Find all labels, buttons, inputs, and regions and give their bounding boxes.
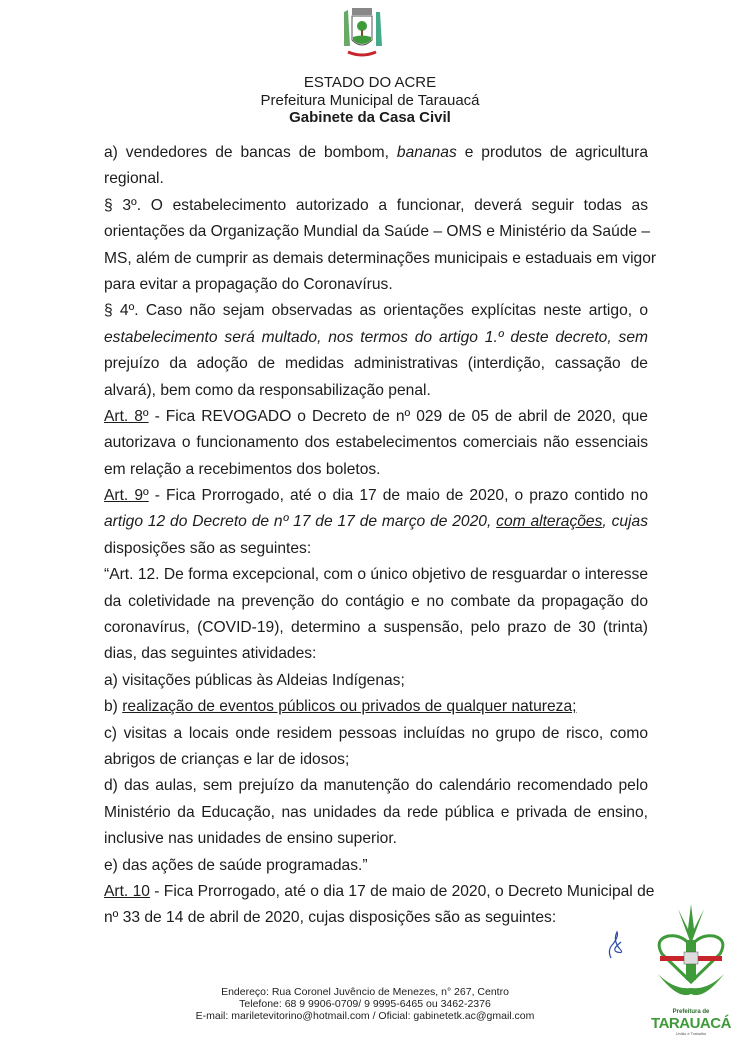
text-segment: Ministério da Educação, nas unidades da rede pública e privada de ensino,	[104, 803, 648, 821]
text-segment: c) visitas a locais onde residem pessoas incluídas no grupo de risco, como	[104, 724, 648, 742]
header-office: Gabinete da Casa Civil	[289, 109, 451, 126]
text-segment: estabelecimento será multado, nos termos do artigo 1.º deste decreto, sem	[104, 328, 648, 346]
footer-email: E-mail: mariletevitorino@hotmail.com / Oficial: gabinetetk.ac@gmail.com	[195, 1010, 535, 1022]
tarauaca-logo	[648, 904, 734, 1036]
text-segment: e produtos de agricultura	[456, 144, 648, 161]
text-segment: realização de eventos públicos ou privados de qualquer natureza;	[122, 698, 577, 716]
text-segment: da coletividade na prevenção do contágio e no combate da propagação do	[104, 592, 648, 610]
text-line	[104, 775, 648, 801]
text-segment: alvará), bem como da responsabilização penal.	[104, 381, 431, 399]
text-segment: MS, além de cumprir as demais determinações municipais e estaduais em vigor	[104, 249, 657, 267]
text-segment: - Fica Prorrogado, até o dia 17 de maio de 2020, o Decreto Municipal de	[149, 882, 655, 900]
text-segment: coronavírus, (COVID-19), determino a suspensão, pelo prazo de 30 (trinta)	[104, 619, 648, 637]
logo-prefeitura: Prefeitura de	[672, 1009, 710, 1015]
text-line	[104, 380, 648, 406]
text-segment: e) das ações de saúde programadas.”	[104, 856, 368, 874]
heart-pineapple-icon	[648, 904, 734, 1004]
text-segment: disposições são as seguintes:	[104, 539, 312, 557]
text-line	[104, 723, 648, 749]
text-line	[104, 617, 648, 643]
text-line	[104, 485, 648, 511]
text-segment: § 4º. Caso não sejam observadas as orientações explícitas neste artigo, o	[104, 302, 648, 320]
text-line	[104, 564, 648, 590]
text-segment: Art. 9º	[104, 487, 149, 505]
text-segment: “Art. 12. De forma excepcional, com o único objetivo de resguardar o interesse	[104, 566, 648, 584]
text-segment: b)	[104, 698, 123, 716]
text-line	[104, 459, 648, 485]
text-line	[104, 855, 648, 881]
text-line	[104, 643, 648, 669]
text-segment: orientações da Organização Mundial da Saúde – OMS e Ministério da Saúde –	[104, 223, 651, 241]
text-segment: prejuízo da adoção de medidas administrativas (interdição, cassação de	[104, 355, 648, 373]
handwritten-initials	[605, 930, 631, 960]
text-line	[104, 168, 648, 194]
text-segment: nº 33 de 14 de abril de 2020, cujas disposições são as seguintes:	[104, 909, 557, 927]
text-segment: , cujas	[602, 513, 648, 531]
municipal-coat-of-arms	[330, 4, 394, 66]
text-segment: d) das aulas, sem prejuízo da manutenção do calendário recomendado pelo	[104, 777, 648, 795]
text-line	[104, 327, 648, 353]
text-segment: a) vendedores de bancas de bombom,	[104, 144, 397, 161]
text-line	[104, 881, 655, 907]
logo-slogan: União e Trabalho	[675, 1031, 707, 1036]
text-line	[104, 248, 657, 274]
footer-phone: Telefone: 68 9 9906-0709/ 9 9995-6465 ou 3462-2376	[239, 998, 491, 1010]
text-line	[104, 142, 648, 168]
header-municipality: Prefeitura Municipal de Tarauacá	[260, 92, 480, 109]
text-segment: a) visitações públicas às Aldeias Indígenas;	[104, 671, 405, 689]
text-segment: autorizava o funcionamento dos estabelecimentos comerciais não essenciais	[104, 434, 648, 452]
text-line	[104, 828, 648, 854]
text-line	[104, 432, 648, 458]
text-segment: inclusive nas unidades de ensino superior.	[104, 830, 398, 848]
text-line	[104, 802, 648, 828]
text-segment: abrigos de crianças e lar de idosos;	[104, 750, 350, 768]
text-line	[104, 300, 648, 326]
footer-address: Endereço: Rua Coronel Juvêncio de Menezes, n° 267, Centro	[221, 986, 509, 998]
document-body	[104, 142, 657, 934]
text-segment: Art. 10	[104, 882, 150, 900]
text-line	[104, 591, 648, 617]
text-segment: - Fica Prorrogado, até o dia 17 de maio de 2020, o prazo contido no	[148, 487, 648, 505]
text-line	[104, 353, 648, 379]
text-line	[104, 907, 648, 933]
text-segment: - Fica REVOGADO o Decreto de nº 029 de 05 de abril de 2020, que	[148, 407, 648, 425]
text-line	[104, 696, 648, 722]
text-segment: Art. 8º	[104, 407, 149, 425]
text-line	[104, 406, 648, 432]
text-segment: em relação a recebimentos dos boletos.	[104, 460, 381, 478]
text-line	[104, 749, 648, 775]
header-state: ESTADO DO ACRE	[303, 74, 437, 91]
text-segment: com alterações	[496, 513, 603, 531]
logo-tarauaca: TARAUACÁ	[651, 1015, 731, 1032]
text-segment: artigo 12 do Decreto de nº 17 de 17 de março de 2020,	[104, 513, 497, 531]
text-line	[104, 221, 651, 247]
text-segment: para evitar a propagação do Coronavírus.	[104, 275, 393, 293]
text-line	[104, 511, 648, 537]
text-line	[104, 538, 648, 564]
text-segment: dias, das seguintes atividades:	[104, 645, 317, 663]
text-line	[104, 195, 648, 221]
text-line	[104, 670, 648, 696]
text-segment: regional.	[104, 170, 164, 188]
text-line	[104, 274, 648, 300]
text-segment: § 3º. O estabelecimento autorizado a funcionar, deverá seguir todas as	[104, 196, 648, 214]
text-segment: bananas	[396, 144, 457, 161]
